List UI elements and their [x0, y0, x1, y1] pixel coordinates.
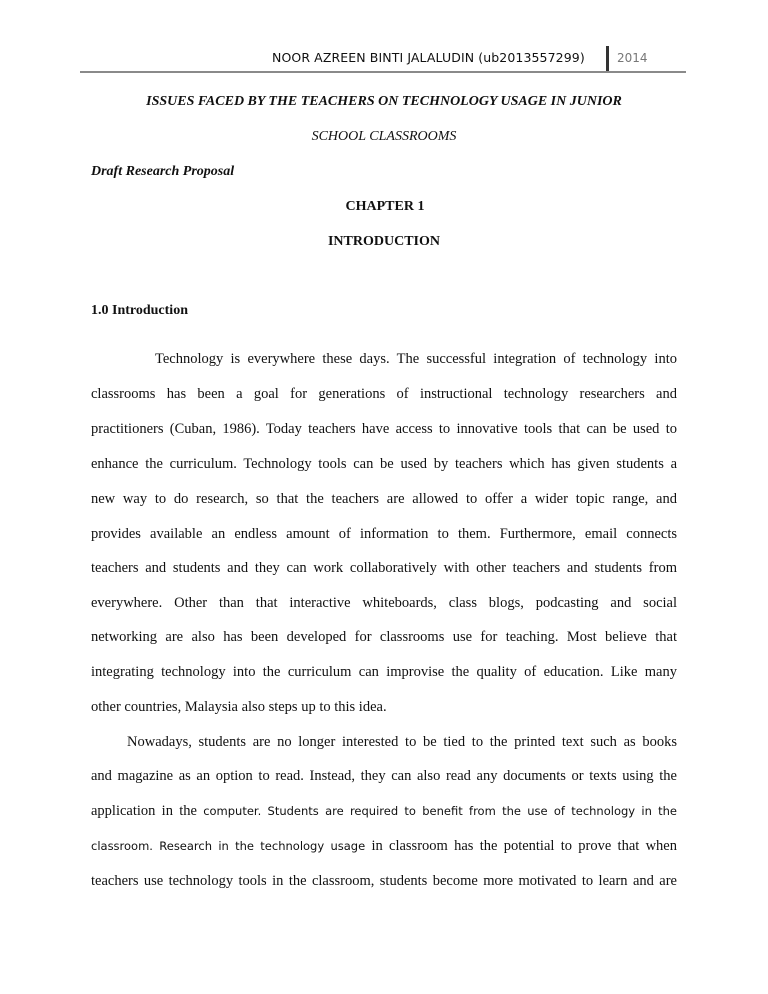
header-author: NOOR AZREEN BINTI JALALUDIN (ub2013557299) [272, 50, 585, 65]
paragraph-line: provides available an endless amount of information to them. Furthermore, email connects [91, 526, 677, 542]
paragraph-line: Nowadays, students are no longer interested to be tied to the printed text such as books [127, 734, 677, 750]
paragraph-line: and magazine as an option to read. Instead, they can also read any documents or texts using the [91, 768, 677, 784]
paragraph-line: integrating technology into the curriculum can improvise the quality of education. Like many [91, 664, 677, 680]
document-subtitle: Draft Research Proposal [91, 164, 235, 179]
paragraph-line: teachers use technology tools in the classroom, students become more motivated to learn and are [91, 873, 677, 889]
header-rule [80, 71, 686, 73]
chapter-number: CHAPTER 1 [345, 199, 425, 214]
chapter-title: INTRODUCTION [327, 234, 440, 249]
paragraph-line: classrooms has been a goal for generations of instructional technology researchers and [91, 386, 677, 402]
header-year: 2014 [617, 51, 648, 65]
paragraph-line: other countries, Malaysia also steps up to this idea. [91, 699, 387, 715]
paragraph-line: new way to do research, so that the teachers are allowed to offer a wider topic range, and [91, 491, 677, 507]
paragraph-line: Technology is everywhere these days. The successful integration of technology into [155, 351, 677, 367]
text-run: classroom. Research in the technology usage [91, 839, 366, 853]
paragraph-line-mixed [91, 837, 677, 855]
text-run: in classroom has the potential to prove that when [371, 838, 677, 854]
paragraph-line: teachers and students and they can work collaboratively with other teachers and students from [91, 560, 677, 576]
section-heading: 1.0 Introduction [91, 303, 188, 318]
paragraph-line: enhance the curriculum. Technology tools can be used by teachers which has given students a [91, 456, 677, 472]
header-separator [606, 46, 609, 72]
paragraph-line: networking are also has been developed for classrooms use for teaching. Most believe that [91, 629, 677, 645]
text-run: computer. Students are required to benefit from the use of technology in the [203, 804, 678, 818]
paragraph-line: everywhere. Other than that interactive whiteboards, class blogs, podcasting and social [91, 595, 677, 611]
paragraph-line-mixed [91, 802, 677, 820]
document-title-line-2: SCHOOL CLASSROOMS [311, 129, 457, 144]
document-title-line-1: ISSUES FACED BY THE TEACHERS ON TECHNOLOGY USAGE IN JUNIOR [146, 94, 622, 109]
text-run: application in the [91, 803, 197, 819]
paragraph-line: practitioners (Cuban, 1986). Today teachers have access to innovative tools that can be used to [91, 421, 677, 437]
